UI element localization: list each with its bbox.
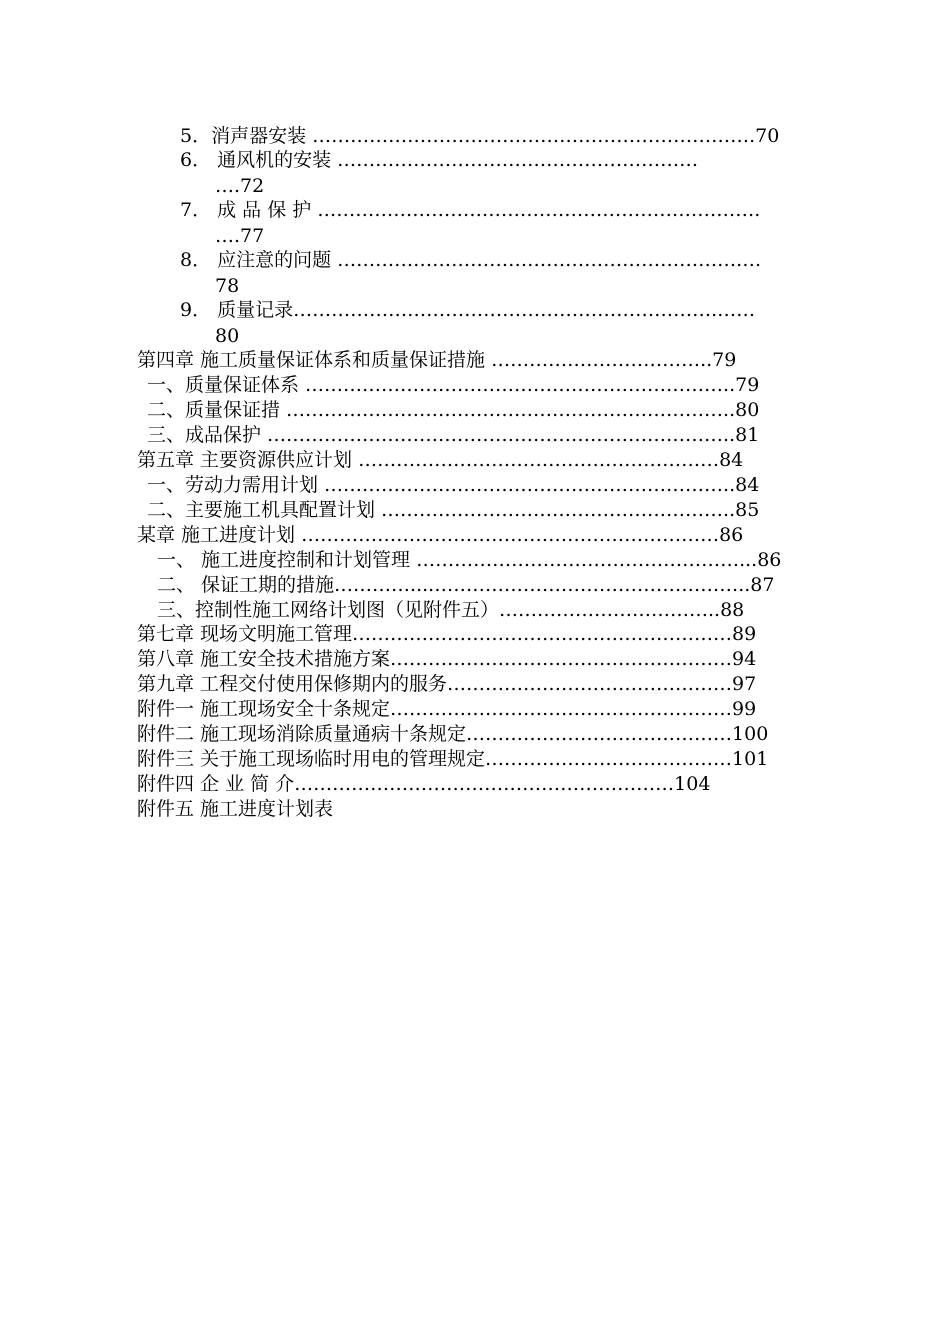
toc-chapter-6: 某章 施工进度计划 …………………………………………………………86 [137, 524, 744, 546]
toc-item-6-1: 一、 施工进度控制和计划管理 ……………………………………………...86 [157, 549, 782, 571]
toc-appendix-3: 附件三 关于施工现场临时用电的管理规定…………………………………101 [137, 748, 769, 770]
toc-line-8: 8． 应注意的问题 ……………………………………………………….… [180, 249, 762, 271]
toc-chapter-8: 第八章 施工安全技术措施方案………………………………………………94 [137, 648, 757, 670]
toc-line-6-page: ….72 [215, 175, 265, 197]
toc-item-5-1: 一、劳动力需用计划 ………………………………………………………..84 [147, 474, 760, 496]
toc-line-9-page: 80 [215, 325, 240, 347]
toc-item-4-1: 一、质量保证体系 …………………………………………………………..79 [147, 374, 760, 396]
toc-line-7-page: ….77 [215, 225, 265, 247]
toc-chapter-7: 第七章 现场文明施工管理……………………………………………………89 [137, 623, 757, 645]
toc-chapter-9: 第九章 工程交付使用保修期内的服务………………………………………97 [137, 673, 757, 695]
toc-item-4-2: 二、质量保证措 ……………………………………………………………..80 [147, 399, 760, 421]
toc-line-8-page: 78 [215, 275, 240, 297]
toc-item-6-2: 二、 保证工期的措施…………....…………………………………………..87 [157, 574, 775, 596]
toc-appendix-4: 附件四 企 业 简 介……………………………………………………104 [137, 773, 711, 795]
toc-appendix-5: 附件五 施工进度计划表 [137, 798, 334, 820]
toc-line-9: 9． 质量记录………………………………………………………….…… [180, 299, 756, 321]
toc-item-5-2: 二、主要施工机具配置计划 ………………………………………………..85 [147, 499, 760, 521]
toc-chapter-5: 第五章 主要资源供应计划 …………………………………………………84 [137, 449, 744, 471]
toc-chapter-4: 第四章 施工质量保证体系和质量保证措施 ……………………………..79 [137, 349, 737, 371]
toc-appendix-1: 附件一 施工现场安全十条规定………………………………………………99 [137, 698, 757, 720]
toc-line-6: 6． 通风机的安装 ………………………………………………… [180, 149, 699, 171]
toc-line-7: 7． 成 品 保 护 ……………………………………………………………. [180, 199, 761, 221]
toc-item-4-3: 三、成品保护 ………………………………………………………………..81 [147, 424, 760, 446]
toc-appendix-2: 附件二 施工现场消除质量通病十条规定……………………………………100 [137, 723, 769, 745]
toc-item-6-3: 三、控制性施工网络计划图（见附件五）……………………………..88 [157, 599, 745, 621]
toc-line-5: 5．消声器安装 …………………………………………………………….70 [180, 125, 780, 147]
